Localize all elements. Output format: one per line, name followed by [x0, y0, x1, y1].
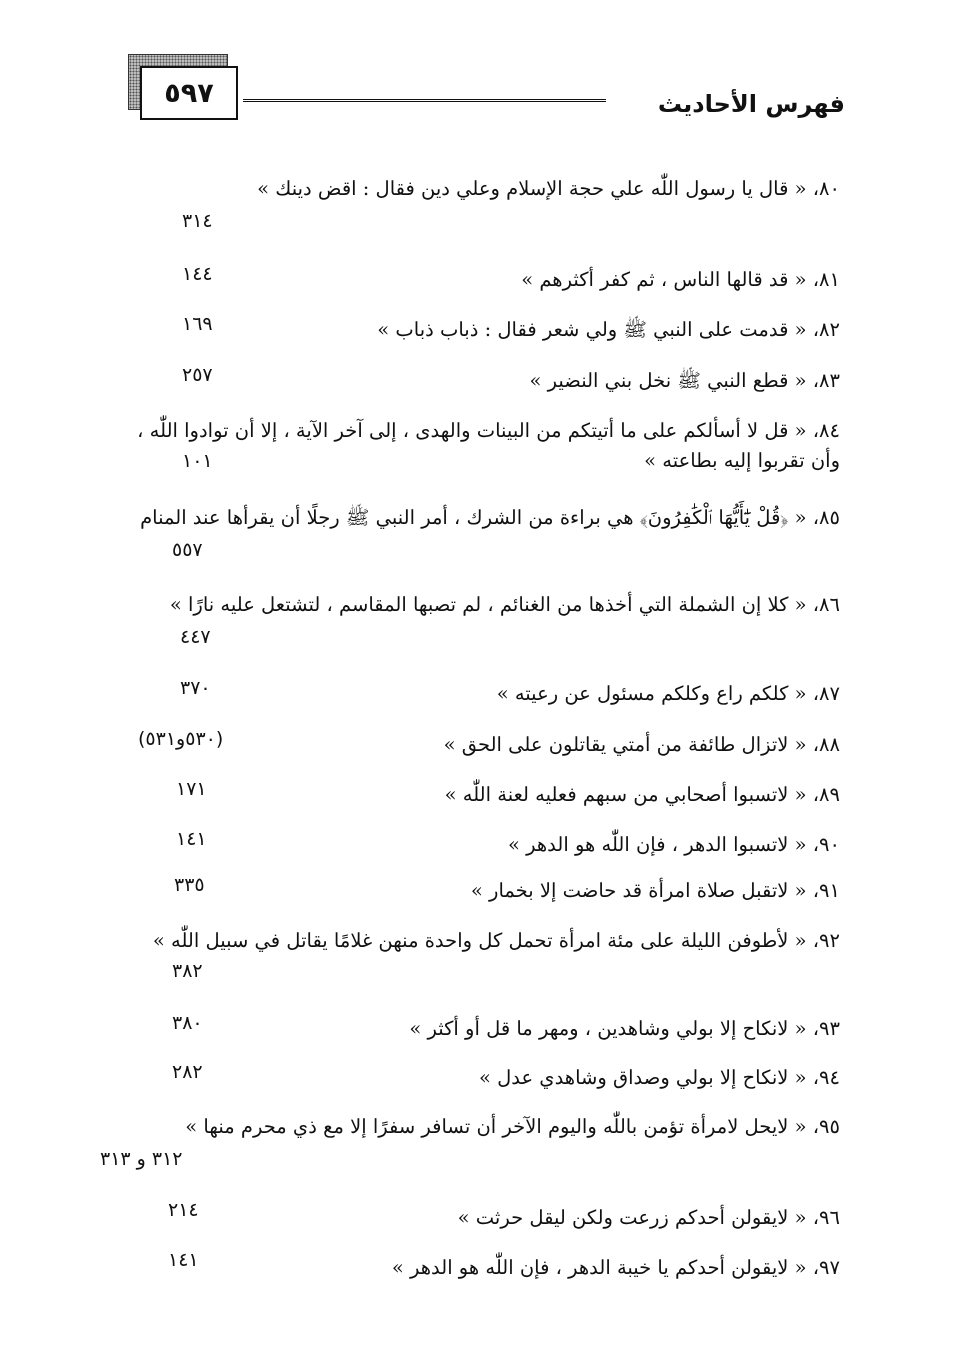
hadith-text: ٨٧، « كلكم راع وكلكم مسئول عن رعيته »: [496, 682, 840, 705]
hadith-page-ref: ٢١٤: [168, 1199, 199, 1221]
hadith-page-ref: ١٤٤: [182, 263, 213, 285]
page-number: ٥٩٧: [140, 66, 238, 120]
section-title: فهرس الأحاديث: [657, 90, 845, 118]
hadith-page-ref: ٣١٤: [182, 210, 213, 232]
hadith-entry-86: [112, 590, 840, 650]
hadith-page-ref: ١٤١: [176, 828, 207, 850]
hadith-page-ref: ٢٥٧: [182, 364, 213, 386]
hadith-text: ٩٢، « لأطوفن الليلة على مئة امرأة تحمل كل واحدة منهن غلامًا يقاتل في سبيل اللّٰه »: [152, 929, 840, 952]
hadith-entry-97: [120, 1249, 840, 1283]
hadith-text: ٩٤، « لانكاح إلا بولي وصداق وشاهدي عدل »: [478, 1066, 840, 1089]
page-number-box: [128, 54, 240, 122]
hadith-entry-87: [120, 679, 840, 709]
hadith-text: ٨٩، « لاتسبوا أصحابي من سبهم فعليه لعنة اللّٰه »: [444, 783, 840, 806]
hadith-text: ٨٠، « قال يا رسول اللّٰه علي حجة الإسلام وعلي دين فقال : اقض دينك »: [257, 177, 840, 200]
hadith-page-ref: ٢٨٢: [172, 1061, 203, 1083]
hadith-entry-80: [120, 174, 840, 234]
hadith-text: ٨٥، « ﴿قُلْ يَٰٓأَيُّهَا ٱلْكَٰفِرُونَ﴾ هي براءة من الشرك ، أمر النبي ﷺ رجلًا أن يقرأها عند المنام: [140, 506, 840, 529]
hadith-entry-96: [120, 1199, 840, 1233]
hadith-page-ref: ١٠١: [182, 450, 213, 472]
hadith-entry-81: [120, 265, 840, 295]
hadith-text: ٩١، « لاتقبل صلاة امرأة قد حاضت إلا بخمار »: [470, 879, 840, 902]
hadith-entry-95: [100, 1112, 840, 1172]
hadith-entry-92: [112, 926, 840, 986]
hadith-entry-82: [120, 315, 840, 345]
hadith-page-ref: ٥٥٧: [172, 539, 203, 561]
hadith-text: ٩٧، « لايقولن أحدكم يا خيبة الدهر ، فإن اللّٰه هو الدهر »: [391, 1256, 840, 1279]
hadith-entry-93: [120, 1014, 840, 1044]
hadith-entry-83: [120, 366, 840, 396]
hadith-page-ref: ١٤١: [168, 1249, 199, 1271]
hadith-text: ٨٣، « قطع النبي ﷺ نخل بني النضير »: [529, 369, 840, 392]
hadith-text: ٨٨، « لاتزال طائفة من أمتي يقاتلون على الحق »: [443, 733, 840, 756]
hadith-text: ٩٣، « لانكاح إلا بولي وشاهدين ، ومهر ما قل أو أكثر »: [409, 1017, 840, 1040]
hadith-text: ٨١، « قد قالها الناس ، ثم كفر أكثرهم »: [521, 268, 840, 291]
hadith-page-ref: ٣٧٠: [180, 677, 211, 699]
hadith-text: ٨٦، « كلا إن الشملة التي أخذها من الغنائم ، لم تصبها المقاسم ، لتشتعل عليه نارًا »: [169, 593, 840, 616]
hadith-entry-89: [120, 780, 840, 810]
hadith-entry-88: [120, 730, 840, 760]
hadith-entry-90: [120, 830, 840, 860]
header-rule: [243, 99, 606, 102]
hadith-page-ref: ١٦٩: [182, 313, 213, 335]
hadith-text: ٨٤، « قل لا أسألكم على ما أتيتكم من البينات والهدى ، إلى آخر الآية ، إلا أن توادوا اللّٰه ، وأن تقربوا إليه بطاعته »: [137, 419, 840, 472]
hadith-page-ref: ٤٤٧: [180, 626, 211, 648]
hadith-text: ٩٠، « لاتسبوا الدهر ، فإن اللّٰه هو الدهر »: [508, 833, 840, 856]
hadith-page-ref: ١٧١: [176, 778, 207, 800]
hadith-page-ref: ٣٨٢: [172, 960, 203, 982]
hadith-text: ٩٦، « لايقولن أحدكم زرعت ولكن ليقل حرثت »: [457, 1206, 840, 1229]
hadith-page-ref: ٣١٢ و ٣١٣: [100, 1148, 183, 1170]
hadith-page-ref: (٥٣٠و٥٣١): [138, 728, 224, 750]
hadith-entry-84: [110, 416, 840, 480]
hadith-page-ref: ٣٨٠: [172, 1012, 203, 1034]
hadith-entry-94: [120, 1063, 840, 1093]
hadith-entry-85: [110, 503, 840, 567]
hadith-entry-91: [120, 876, 840, 906]
hadith-text: ٩٥، « لايحل لامرأة تؤمن باللّٰه واليوم الآخر أن تسافر سفرًا إلا مع ذي محرم منها »: [185, 1115, 840, 1138]
hadith-page-ref: ٣٣٥: [174, 874, 205, 896]
hadith-text: ٨٢، « قدمت على النبي ﷺ ولي شعر فقال : ذباب ذباب »: [377, 318, 840, 341]
